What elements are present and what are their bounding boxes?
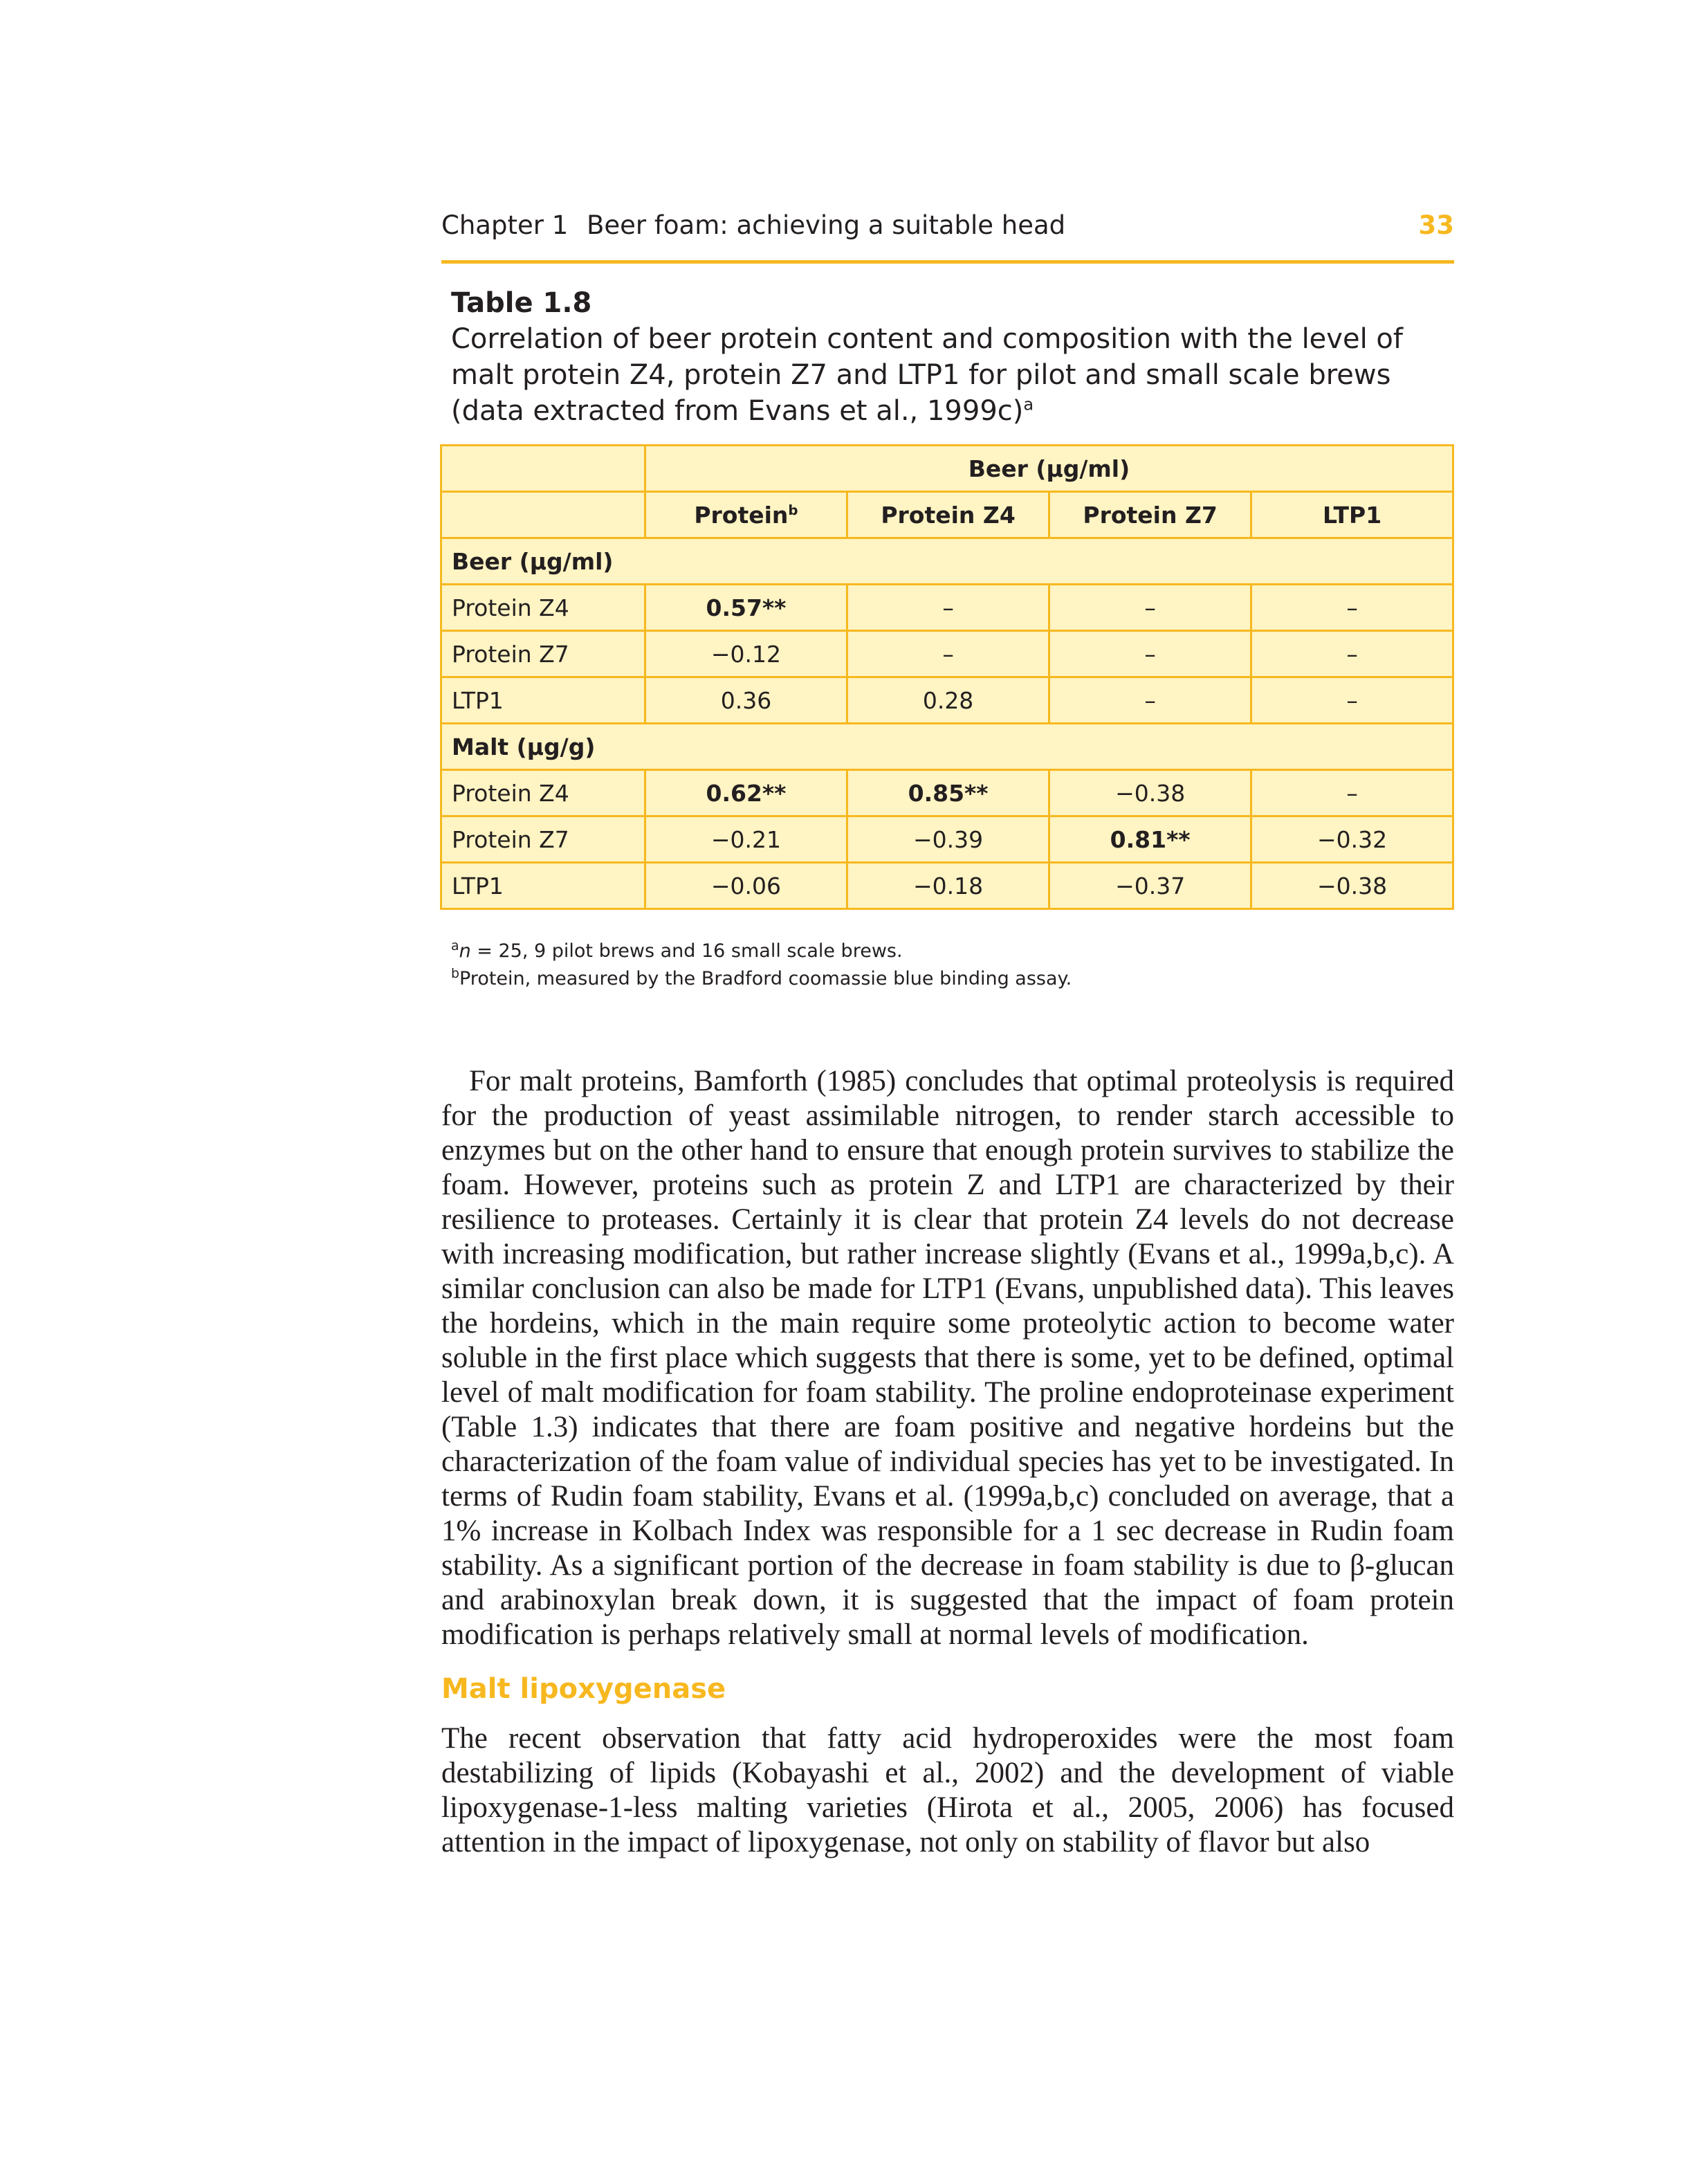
chapter-title: Beer foam: achieving a suitable head (587, 210, 1066, 240)
row-label: Protein Z7 (441, 816, 645, 863)
column-header: Protein Z4 (847, 492, 1049, 538)
table-cell: −0.21 (645, 816, 847, 863)
table-cell: – (1049, 631, 1251, 677)
table-cell: – (1049, 677, 1251, 724)
table-cell: 0.81** (1049, 816, 1251, 863)
body-paragraph: For malt proteins, Bamforth (1985) concludes that optimal proteolysis is required for the production of yeast assimilable nitrogen, to render starch accessible to enzymes but on the other hand to ensure that enough protein survives to stabilize the foam. However, proteins such as protein Z and LTP1 are characterized by their resilience to proteases. Certainly it is clear that protein Z4 levels do not decrease with increasing modification, but rather increase slightly (Evans et al., 1999a,b,c). A similar conclusion can also be made for LTP1 (Evans, unpublished data). This leaves the hordeins, which in the main require some proteolytic action to become water soluble in the first place which suggests that there is some, yet to be defined, optimal level of malt modification for foam stability. The proline endoproteinase experiment (Table 1.3) indicates that there are foam positive and negative hordeins but the characterization of the foam value of individual species has yet to be investigated. In terms of Rudin foam stability, Evans et al. (1999a,b,c) concluded on average, that a 1% increase in Kolbach Index was responsible for a 1 sec decrease in Rudin foam stability. As a significant portion of the decrease in foam stability is due to β-glucan and arabinoxylan break down, it is suggested that the impact of foam protein modification is perhaps relatively small at normal levels of modification. (441, 1065, 1454, 1651)
row-label: LTP1 (441, 677, 645, 724)
table-row (441, 816, 1453, 863)
table-cell: – (847, 585, 1049, 631)
table-row (441, 585, 1453, 631)
table-cell: – (1251, 770, 1453, 816)
chapter-label: Chapter 1 (441, 210, 569, 240)
table-row (441, 863, 1453, 909)
body-text (441, 1064, 1454, 1860)
table-corner-cell (441, 446, 645, 492)
table-corner-cell (441, 492, 645, 538)
table-cell: 0.62** (645, 770, 847, 816)
page-number: 33 (1418, 210, 1454, 240)
table-column-header-row (441, 492, 1453, 538)
row-label: LTP1 (441, 863, 645, 909)
table-cell: −0.38 (1049, 770, 1251, 816)
row-label: Protein Z7 (441, 631, 645, 677)
column-header: Protein Z7 (1049, 492, 1251, 538)
group-header: Beer (µg/ml) (645, 446, 1453, 492)
table-group-header-row (441, 446, 1453, 492)
table-cell: 0.28 (847, 677, 1049, 724)
table-cell: −0.18 (847, 863, 1049, 909)
footnote: $^b$Protein, measured by the Bradford coomassie blue binding assay. (451, 966, 1072, 989)
table-cell: 0.57** (645, 585, 847, 631)
table-cell: −0.32 (1251, 816, 1453, 863)
section-title: Beer (µg/ml) (441, 538, 1453, 585)
table-row (441, 677, 1453, 724)
table-row (441, 631, 1453, 677)
table-section-row (441, 724, 1453, 770)
table-footnotes (451, 938, 1447, 993)
table-cell: 0.85** (847, 770, 1049, 816)
section-heading: Malt lipoxygenase (441, 1673, 726, 1705)
table-cell: −0.12 (645, 631, 847, 677)
table-caption-text: Correlation of beer protein content and composition with the level of malt protein Z4, protein Z7 and LTP1 for pilot and small scale brews (data extracted from Evans et al., 1999c) (451, 323, 1403, 427)
table-row (441, 770, 1453, 816)
table-section-row (441, 538, 1453, 585)
row-label: Protein Z4 (441, 585, 645, 631)
column-header: Protein$^b$ (645, 492, 847, 538)
correlation-table (440, 444, 1454, 910)
table-label: Table 1.8 (451, 287, 592, 319)
table-cell: −0.06 (645, 863, 847, 909)
column-header: LTP1 (1251, 492, 1453, 538)
row-label: Protein Z4 (441, 770, 645, 816)
table-cell: – (1251, 585, 1453, 631)
footnote: $^a$n = 25, 9 pilot brews and 16 small scale brews. (451, 938, 903, 962)
table-cell: 0.36 (645, 677, 847, 724)
table-cell: – (1049, 585, 1251, 631)
table-cell: – (1251, 677, 1453, 724)
section-title: Malt (µg/g) (441, 724, 1453, 770)
table-cell: −0.38 (1251, 863, 1453, 909)
table-cell: −0.39 (847, 816, 1049, 863)
table-cell: – (1251, 631, 1453, 677)
table-caption (451, 285, 1420, 429)
body-paragraph: The recent observation that fatty acid hydroperoxides were the most foam destabilizing of lipids (Kobayashi et al., 2002) and the development of viable lipoxygenase-1-less malting varieties (Hirota et al., 2005, 2006) has focused attention in the impact of lipoxygenase, not only on stability of flavor but also (441, 1722, 1454, 1858)
running-header (441, 205, 1454, 264)
table-cell: −0.37 (1049, 863, 1251, 909)
caption-footnote-mark: a (1023, 394, 1034, 414)
table-cell: – (847, 631, 1049, 677)
